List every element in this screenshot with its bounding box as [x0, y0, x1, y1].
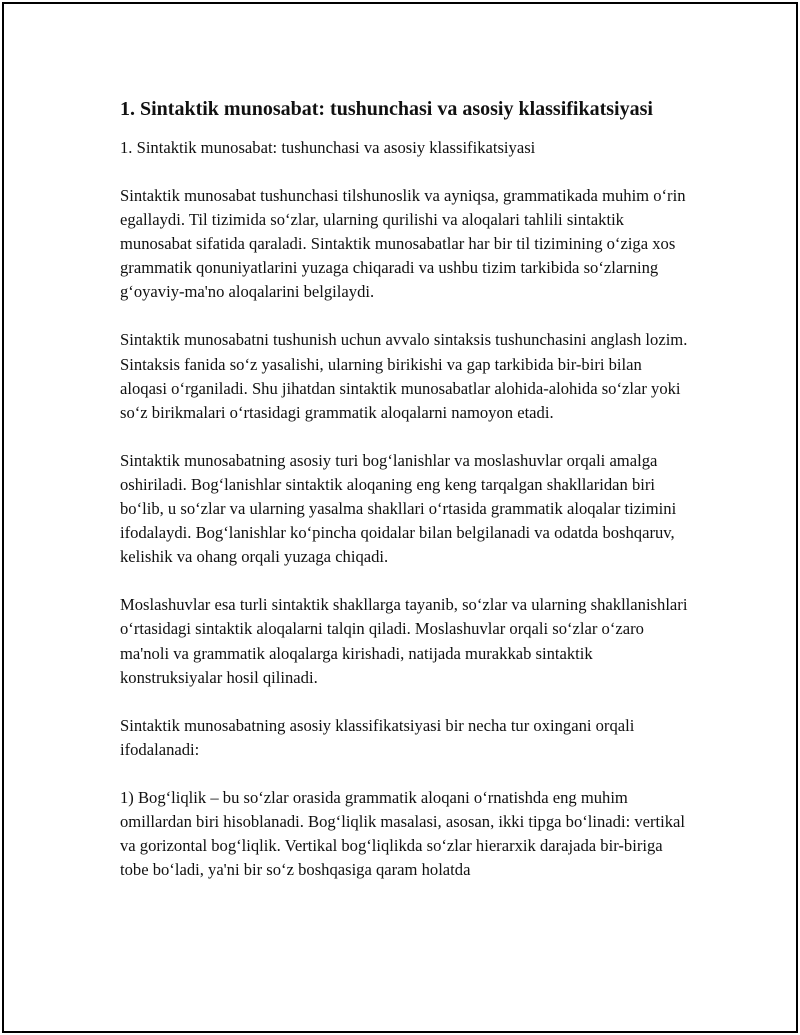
paragraph-agreement: Moslashuvlar esa turli sintaktik shakllarga tayanib, so‘zlar va ularning shakllanishlari o‘rtasidagi sintaktik aloqalarni talqin qiladi. Moslashuvlar orqali so‘zlar o‘zaro ma'noli va grammatik aloqalarga kirishadi, natijada murakkab sintaktik konstruksiyalar hosil qilinadi.	[120, 595, 688, 687]
paragraph-classification: Sintaktik munosabatning asosiy klassifikatsiyasi bir necha tur oxingani orqali ifodalanadi:	[120, 715, 635, 759]
document-subtitle: 1. Sintaktik munosabat: tushunchasi va asosiy klassifikatsiyasi	[120, 138, 536, 157]
paragraph-dependency: 1) Bog‘liqlik – bu so‘zlar orasida grammatik aloqani o‘rnatishda eng muhim omillardan biri hisoblanadi. Bog‘liqlik masalasi, asosan, ikki tipga bo‘linadi: vertikal va gorizontal bog‘liqlik. Vertikal bog‘liqlikda so‘zlar hierarxik darajada bir-biriga tobe bo‘ladi, ya'ni bir so‘z boshqasiga qaram holatda	[120, 787, 686, 880]
document-title: 1. Sintaktik munosabat: tushunchasi va asosiy klassifikatsiyasi	[120, 98, 653, 120]
paragraph-syntax: Sintaktik munosabatni tushunish uchun avvalo sintaksis tushunchasini anglash lozim. Sintaksis fanida so‘z yasalishi, ularning birikishi va gap tarkibida bir-biri bilan aloqasi o‘rganiladi. Shu jihatdan sintaktik munosabatlar alohida-alohida so‘zlar yoki so‘z birikmalari o‘rtasidagi grammatik aloqalarni namoyon etadi.	[120, 330, 688, 422]
paragraph-connections: Sintaktik munosabatning asosiy turi bog‘lanishlar va moslashuvlar orqali amalga oshiriladi. Bog‘lanishlar sintaktik aloqaning eng keng tarqalgan shakllaridan biri bo‘lib, u so‘zlar va ularning yasalma shakllari o‘rtasida grammatik aloqalar tizimini ifodalaydi. Bog‘lanishlar ko‘pincha qoidalar bilan belgilanadi va odatda boshqaruv, kelishik va ohang orqali yuzaga chiqadi.	[120, 450, 677, 567]
paragraph-intro: Sintaktik munosabat tushunchasi tilshunoslik va ayniqsa, grammatikada muhim o‘rin egallaydi. Til tizimida so‘zlar, ularning qurilishi va aloqalari tahlili sintaktik munosabat sifatida qaraladi. Sintaktik munosabatlar har bir til tizimining o‘ziga xos grammatik qonuniyatlarini yuzaga chiqaradi va ushbu tizim tarkibida so‘zlarning g‘oyaviy-ma'no aloqalarini belgilaydi.	[120, 186, 686, 302]
document-page	[2, 2, 798, 1033]
document-body	[120, 96, 690, 882]
